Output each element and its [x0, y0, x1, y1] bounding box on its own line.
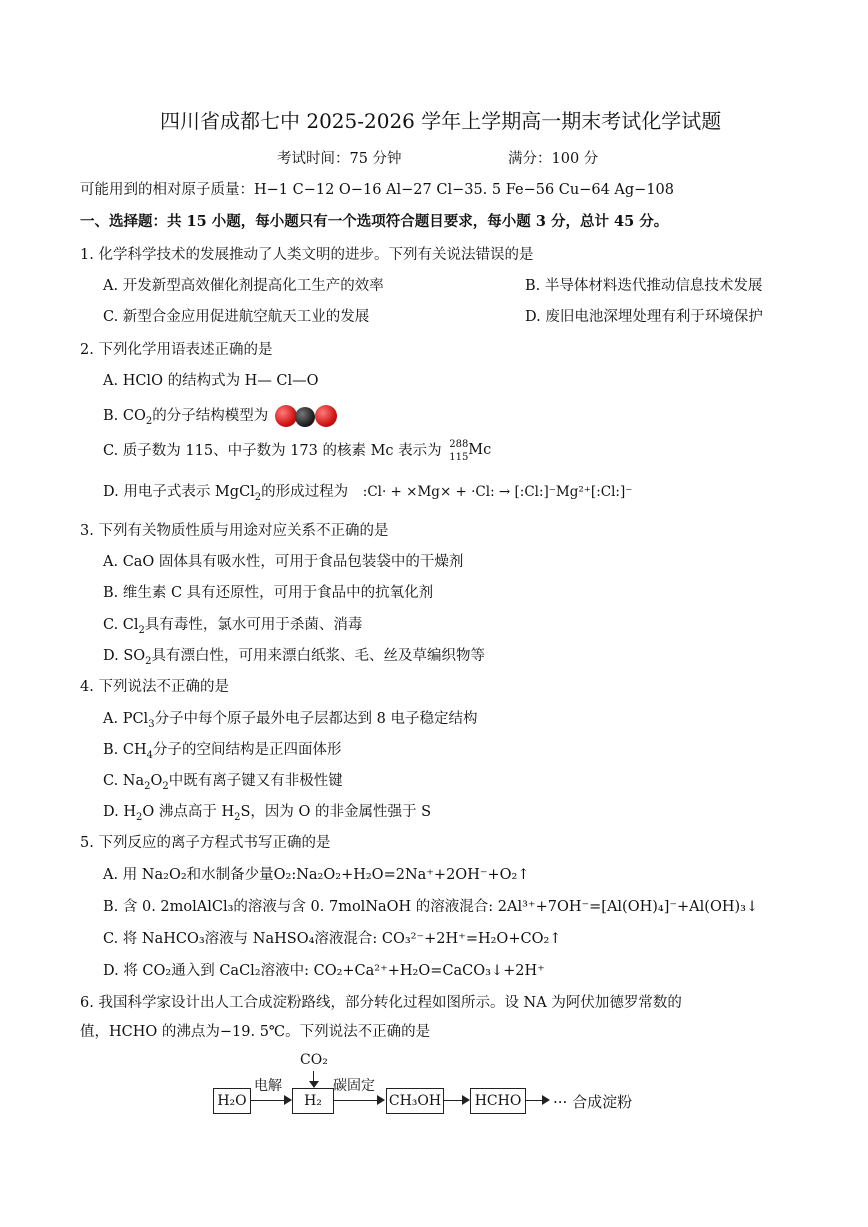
q6-stem-line1: 6. 我国科学家设计出人工合成淀粉路线，部分转化过程如图所示。设 NA 为阿伏加德罗常数的 — [80, 995, 682, 1011]
nuclide-mass-number: 288 — [449, 439, 469, 450]
q4-a-post: 分子中每个原子最外电子层都达到 8 电子稳定结构 — [154, 711, 478, 727]
q2-option-a: A. HClO 的结构式为 H— Cl—O — [103, 373, 319, 389]
label-co2: CO₂ — [300, 1052, 328, 1068]
exam-title: 四川省成都七中 2025-2026 学年上学期高一期末考试化学试题 — [160, 109, 722, 133]
exam-score: 满分：100 分 — [508, 151, 599, 167]
q4-b-text: B. CH — [103, 742, 147, 758]
q2-b-sub: 2 — [145, 415, 153, 427]
label-carbon-fixation: 碳固定 — [333, 1078, 375, 1094]
q2-c-text: C. 质子数为 115、中子数为 173 的核素 Mc 表示为 — [103, 443, 442, 459]
q2-option-b — [103, 404, 343, 428]
q3-c-post: 具有毒性，氯水可用于杀菌、消毒 — [144, 617, 363, 633]
arrowhead-ch3oh-hcho — [462, 1095, 470, 1105]
q4-d-sub2: 2 — [234, 811, 241, 823]
arrowhead-co2-down — [309, 1081, 319, 1088]
q2-b-text: B. CO — [103, 408, 146, 424]
box-h2: H₂ — [292, 1088, 334, 1114]
carbon-atom — [295, 407, 315, 427]
q4-c-sub1: 2 — [144, 780, 151, 792]
q4-option-c — [103, 771, 343, 791]
q4-d-text: D. H — [103, 804, 136, 820]
q4-c-text: C. Na — [103, 773, 145, 789]
nuclide-symbol — [446, 441, 490, 461]
q1-option-d: D. 废旧电池深埋处理有利于环境保护 — [525, 309, 763, 325]
q4-b-sub: 4 — [146, 749, 153, 761]
label-synthesize-starch: ··· 合成淀粉 — [553, 1093, 633, 1111]
q4-a-sub: 3 — [148, 718, 155, 730]
arrow-hcho-starch — [526, 1100, 542, 1101]
q4-a-text: A. PCl — [103, 711, 149, 727]
q3-stem: 3. 下列有关物质性质与用途对应关系不正确的是 — [80, 523, 389, 539]
q3-d-sub: 2 — [145, 655, 152, 667]
box-h2o: H₂O — [213, 1088, 251, 1114]
q5-option-d: D. 将 CO₂通入到 CaCl₂溶液中: CO₂+Ca²⁺+H₂O=CaCO₃↓+2H⁺ — [103, 963, 545, 979]
atomic-masses: 可能用到的相对原子质量：H−1 C−12 O−16 Al−27 Cl−35. 5 Fe−56 Cu−64 Ag−108 — [80, 182, 675, 198]
q4-b-post: 分子的空间结构是正四面体形 — [153, 742, 342, 758]
q2-b-post: 的分子结构模型为 — [152, 408, 269, 424]
q3-option-d — [103, 646, 485, 666]
q3-option-c — [103, 615, 362, 635]
arrowhead-h2o-h2 — [284, 1095, 292, 1105]
box-ch3oh: CH₃OH — [386, 1088, 444, 1114]
arrow-ch3oh-hcho — [444, 1100, 462, 1101]
q1-stem: 1. 化学科学技术的发展推动了人类文明的进步。下列有关说法错误的是 — [80, 247, 534, 263]
q4-c-sub2: 2 — [162, 780, 169, 792]
q2-d-post: 的形成过程为 — [261, 484, 349, 500]
arrowhead-hcho-starch — [542, 1095, 550, 1105]
q3-d-text: D. SO — [103, 648, 146, 664]
arrow-h2o-h2 — [251, 1100, 284, 1101]
nuclide-element: Mc — [468, 442, 492, 458]
oxygen-atom-right — [315, 405, 337, 427]
q4-c-post: 中既有离子键又有非极性键 — [168, 773, 343, 789]
exam-time: 考试时间：75 分钟 — [277, 151, 402, 167]
q3-c-text: C. Cl — [103, 617, 139, 633]
q4-d-mid: O 沸点高于 H — [142, 804, 235, 820]
q5-option-a: A. 用 Na₂O₂和水制备少量O₂:Na₂O₂+H₂O=2Na⁺+2OH⁻+O₂↑ — [103, 867, 530, 883]
q1-option-c: C. 新型合金应用促进航空航天工业的发展 — [103, 309, 370, 325]
section-heading: 一、选择题：共 15 小题，每小题只有一个选项符合题目要求，每小题 3 分，总计 45 分。 — [80, 213, 669, 230]
q2-stem: 2. 下列化学用语表述正确的是 — [80, 342, 273, 358]
arrowhead-h2-ch3oh — [377, 1095, 385, 1105]
q3-option-a: A. CaO 固体具有吸水性，可用于食品包装袋中的干燥剂 — [103, 554, 464, 570]
arrow-h2-ch3oh — [334, 1100, 377, 1101]
co2-molecule-model — [273, 404, 343, 428]
q2-option-d — [103, 482, 632, 502]
q1-option-b: B. 半导体材料迭代推动信息技术发展 — [525, 278, 763, 294]
q3-c-sub: 2 — [138, 624, 145, 636]
q5-option-c: C. 将 NaHCO₃溶液与 NaHSO₄溶液混合: CO₃²⁻+2H⁺=H₂O+CO₂↑ — [103, 931, 562, 947]
q3-d-post: 具有漂白性，可用来漂白纸浆、毛、丝及草编织物等 — [151, 648, 486, 664]
q2-d-sub: 2 — [254, 491, 262, 503]
q4-option-b — [103, 740, 342, 760]
q6-stem-line2: 值，HCHO 的沸点为−19. 5℃。下列说法不正确的是 — [80, 1024, 431, 1040]
q4-d-sub: 2 — [135, 811, 143, 823]
label-electrolysis: 电解 — [254, 1078, 282, 1094]
box-hcho: HCHO — [470, 1088, 526, 1114]
nuclide-atomic-number: 115 — [449, 452, 469, 463]
q3-option-b: B. 维生素 C 具有还原性，可用于食品中的抗氧化剂 — [103, 585, 434, 601]
q1-option-a: A. 开发新型高效催化剂提高化工生产的效率 — [103, 278, 384, 294]
q5-option-b: B. 含 0. 2molAlCl₃的溶液与含 0. 7molNaOH 的溶液混合: 2Al³⁺+7OH⁻=[Al(OH)₄]⁻+Al(OH)₃↓ — [103, 899, 759, 915]
oxygen-atom-left — [275, 405, 297, 427]
q5-stem: 5. 下列反应的离子方程式书写正确的是 — [80, 835, 331, 851]
q2-option-c — [103, 441, 490, 461]
mgcl2-electron-formula: :Cl· + ×Mg× + ·Cl: → [:Cl:]⁻Mg²⁺[:Cl:]⁻ — [362, 484, 633, 500]
q4-option-d — [103, 802, 431, 822]
q4-stem: 4. 下列说法不正确的是 — [80, 679, 229, 695]
q4-option-a — [103, 709, 478, 729]
q2-d-text: D. 用电子式表示 MgCl — [103, 484, 255, 500]
q4-c-mid: O — [150, 773, 163, 789]
q4-d-post: S，因为 O 的非金属性强于 S — [240, 804, 432, 820]
